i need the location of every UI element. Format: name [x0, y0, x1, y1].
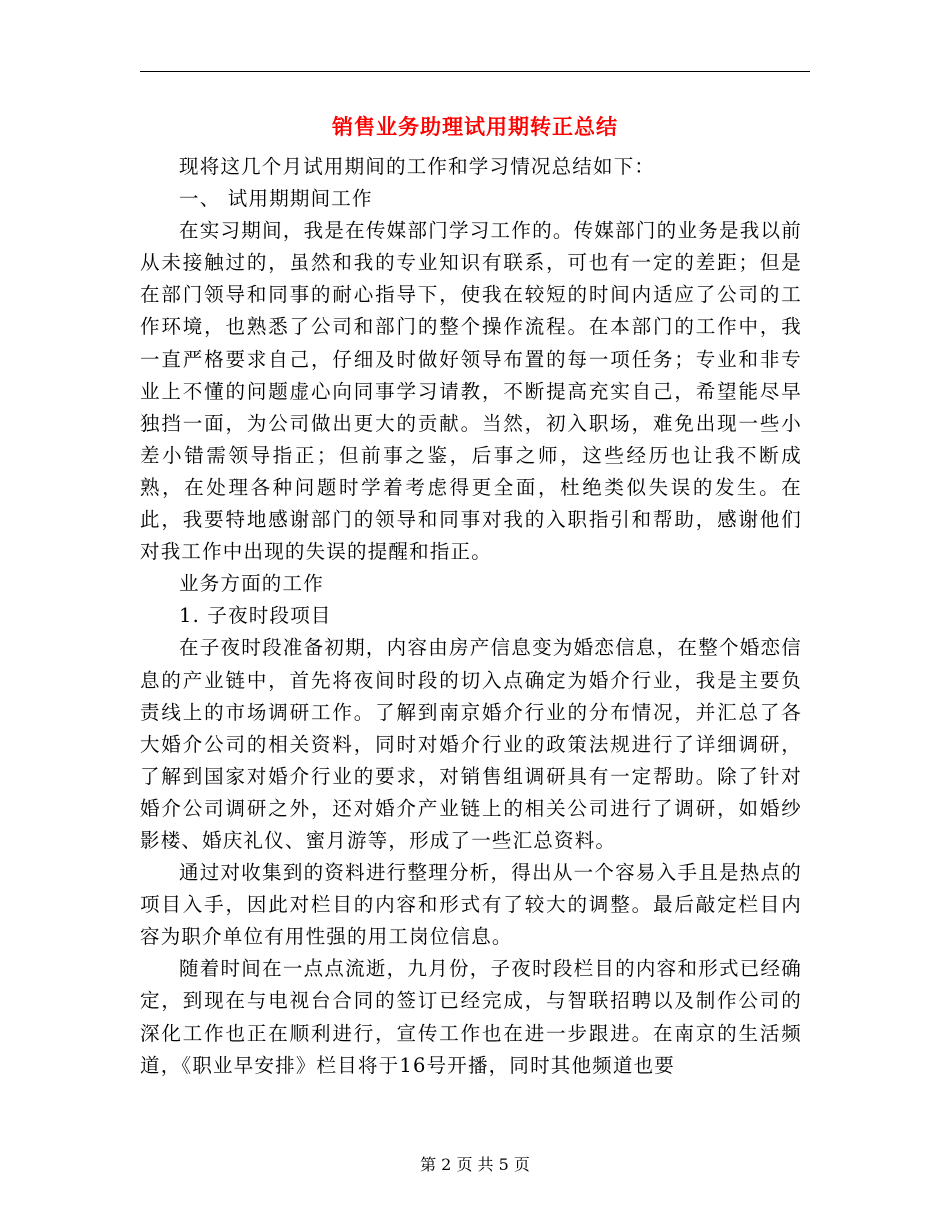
paragraph-internship: 在实习期间，我是在传媒部门学习工作的。传媒部门的业务是我以前从未接触过的，虽然和我的专业知识有联系，可也有一定的差距；但是在部门领导和同事的耐心指导下，使我在较短的时间内适应了公司的工作环境，也熟悉了公司和部门的整个操作流程。在本部门的工作中，我一直严格要求自己，仔细及时做好领导布置的每一项任务；专业和非专业上不懂的问题虚心向同事学习请教，不断提高充实自己，希望能尽早独挡一面，为公司做出更大的贡献。当然，初入职场，难免出现一些小差小错需领导指正；但前事之鉴，后事之师，这些经历也让我不断成熟，在处理各种问题时学着考虑得更全面，杜绝类似失误的发生。在此，我要特地感谢部门的领导和同事对我的入职指引和帮助，感谢他们对我工作中出现的失误的提醒和指正。: [140, 219, 802, 564]
subsection-heading: 业务方面的工作: [179, 572, 324, 596]
document-body: [140, 151, 802, 1082]
item-heading: 1. 子夜时段项目: [179, 604, 332, 628]
paragraph-analysis: 通过对收集到的资料进行整理分析，得出从一个容易入手且是热点的项目入手，因此对栏目的内容和形式有了较大的调整。最后敲定栏目内容为职介单位有用性强的用工岗位信息。: [140, 861, 802, 949]
paragraph-intro: 现将这几个月试用期间的工作和学习情况总结如下：: [179, 155, 656, 178]
paragraph-midnight-project: 在子夜时段准备初期，内容由房产信息变为婚恋信息，在整个婚恋信息的产业链中，首先将夜间时段的切入点确定为婚介行业，我是主要负责线上的市场调研工作。了解到南京婚介行业的分布情况，并汇总了各大婚介公司的相关资料，同时对婚介行业的政策法规进行了详细调研，了解到国家对婚介行业的要求，对销售组调研具有一定帮助。除了针对婚介公司调研之外，还对婚介产业链上的相关公司进行了调研，如婚纱影楼、婚庆礼仪、蜜月游等，形成了一些汇总资料。: [140, 636, 802, 852]
document-title: 销售业务助理试用期转正总结: [332, 114, 618, 139]
section-heading: 一、 试用期期间工作: [179, 187, 373, 211]
paragraph-progress: 随着时间在一点点流逝，九月份，子夜时段栏目的内容和形式已经确定，到现在与电视台合同的签订已经完成，与智联招聘以及制作公司的深化工作也正在顺利进行，宣传工作也在进一步跟进。在南京的生活频道，《职业早安排》栏目将于16号开播，同时其他频道也要: [140, 957, 802, 1077]
header-rule: [140, 71, 810, 72]
page-number: 第 2 页 共 5 页: [420, 1155, 530, 1174]
